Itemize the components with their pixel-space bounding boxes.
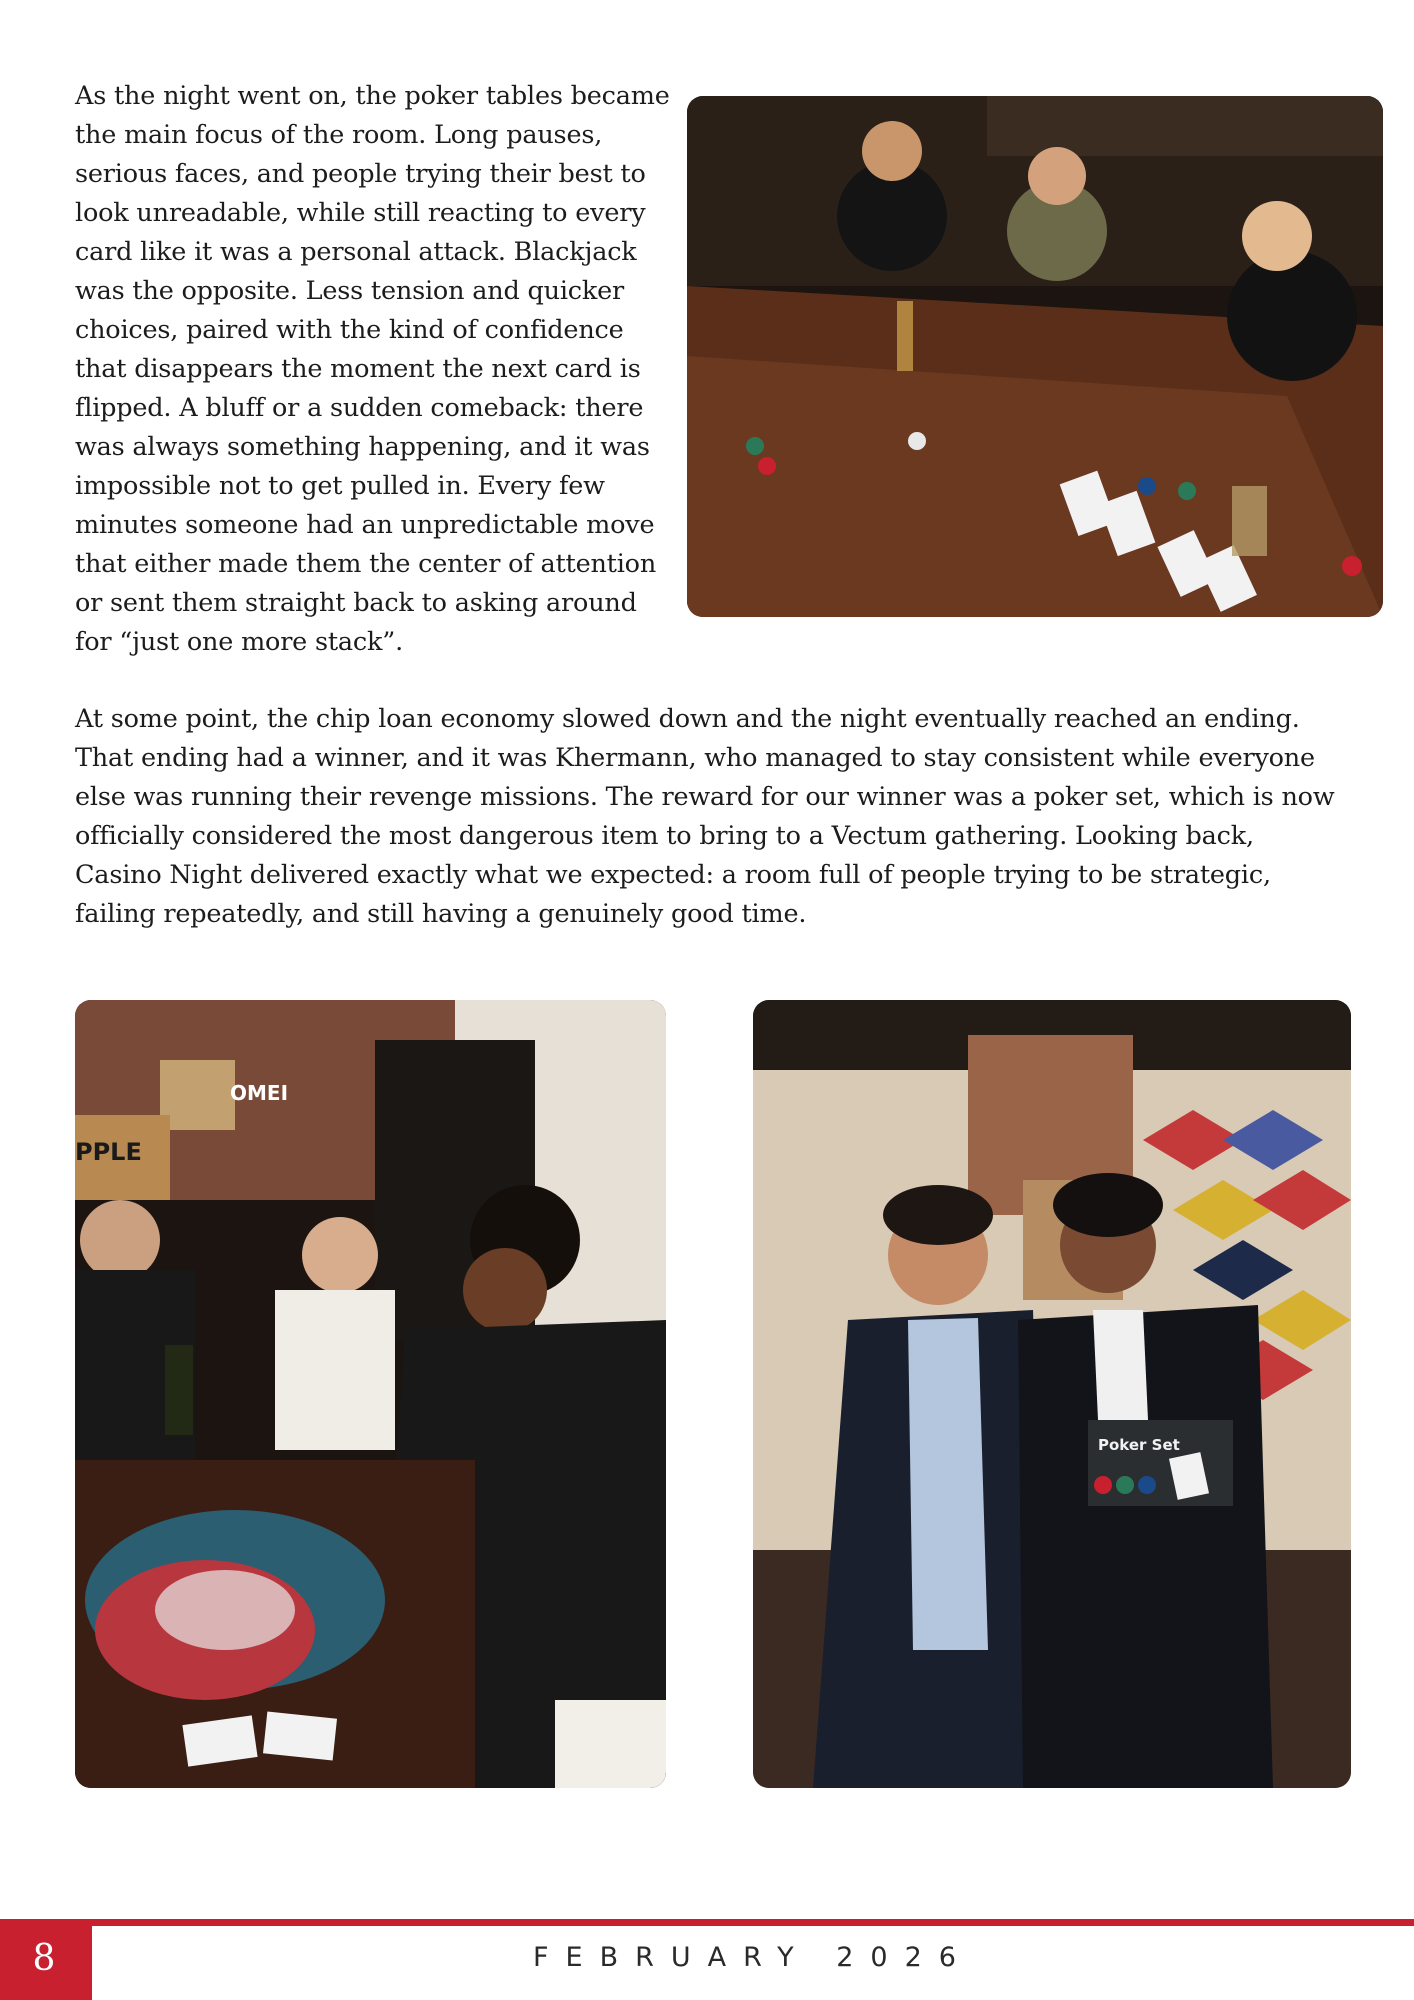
- chips-table-photo: [75, 1000, 666, 1788]
- box-label: OMEI: [230, 1081, 289, 1105]
- article-paragraph-2: At some point, the chip loan economy slowed down and the night eventually reached an ending. That ending had a winner, and it was Khermann, who managed to stay consistent while everyone else was running their revenge missions. The reward for our winner was a poker set, which is now officially considered the most dangerous item to bring to a Vectum gathering. Looking back, Casino Night delivered exactly what we expected: a room full of people trying to be strategic, failing repeatedly, and still having a genuinely good time.: [75, 704, 1335, 929]
- page-number: 8: [32, 1938, 56, 1979]
- poker-set-box-label: Poker Set: [1098, 1436, 1180, 1454]
- issue-date: FEBRUARY 2026: [533, 1942, 973, 1973]
- footer-rule: [0, 1919, 1414, 1926]
- crate-label: PPLE: [75, 1138, 142, 1166]
- article-paragraph-1: As the night went on, the poker tables became the main focus of the room. Long pauses, serious faces, and people trying their best to look unreadable, while still reacting to every card like it was a personal attack. Blackjack was the opposite. Less tension and quicker choices, paired with the kind of confidence that disappears the moment the next card is flipped. A bluff or a sudden comeback: there was always something happening, and it was impossible not to get pulled in. Every few minutes someone had an unpredictable move that either made them the center of attention or sent them straight back to asking around for “just one more stack”.: [75, 81, 670, 657]
- winners-photo: [753, 1000, 1351, 1788]
- poker-table-photo: [687, 96, 1383, 617]
